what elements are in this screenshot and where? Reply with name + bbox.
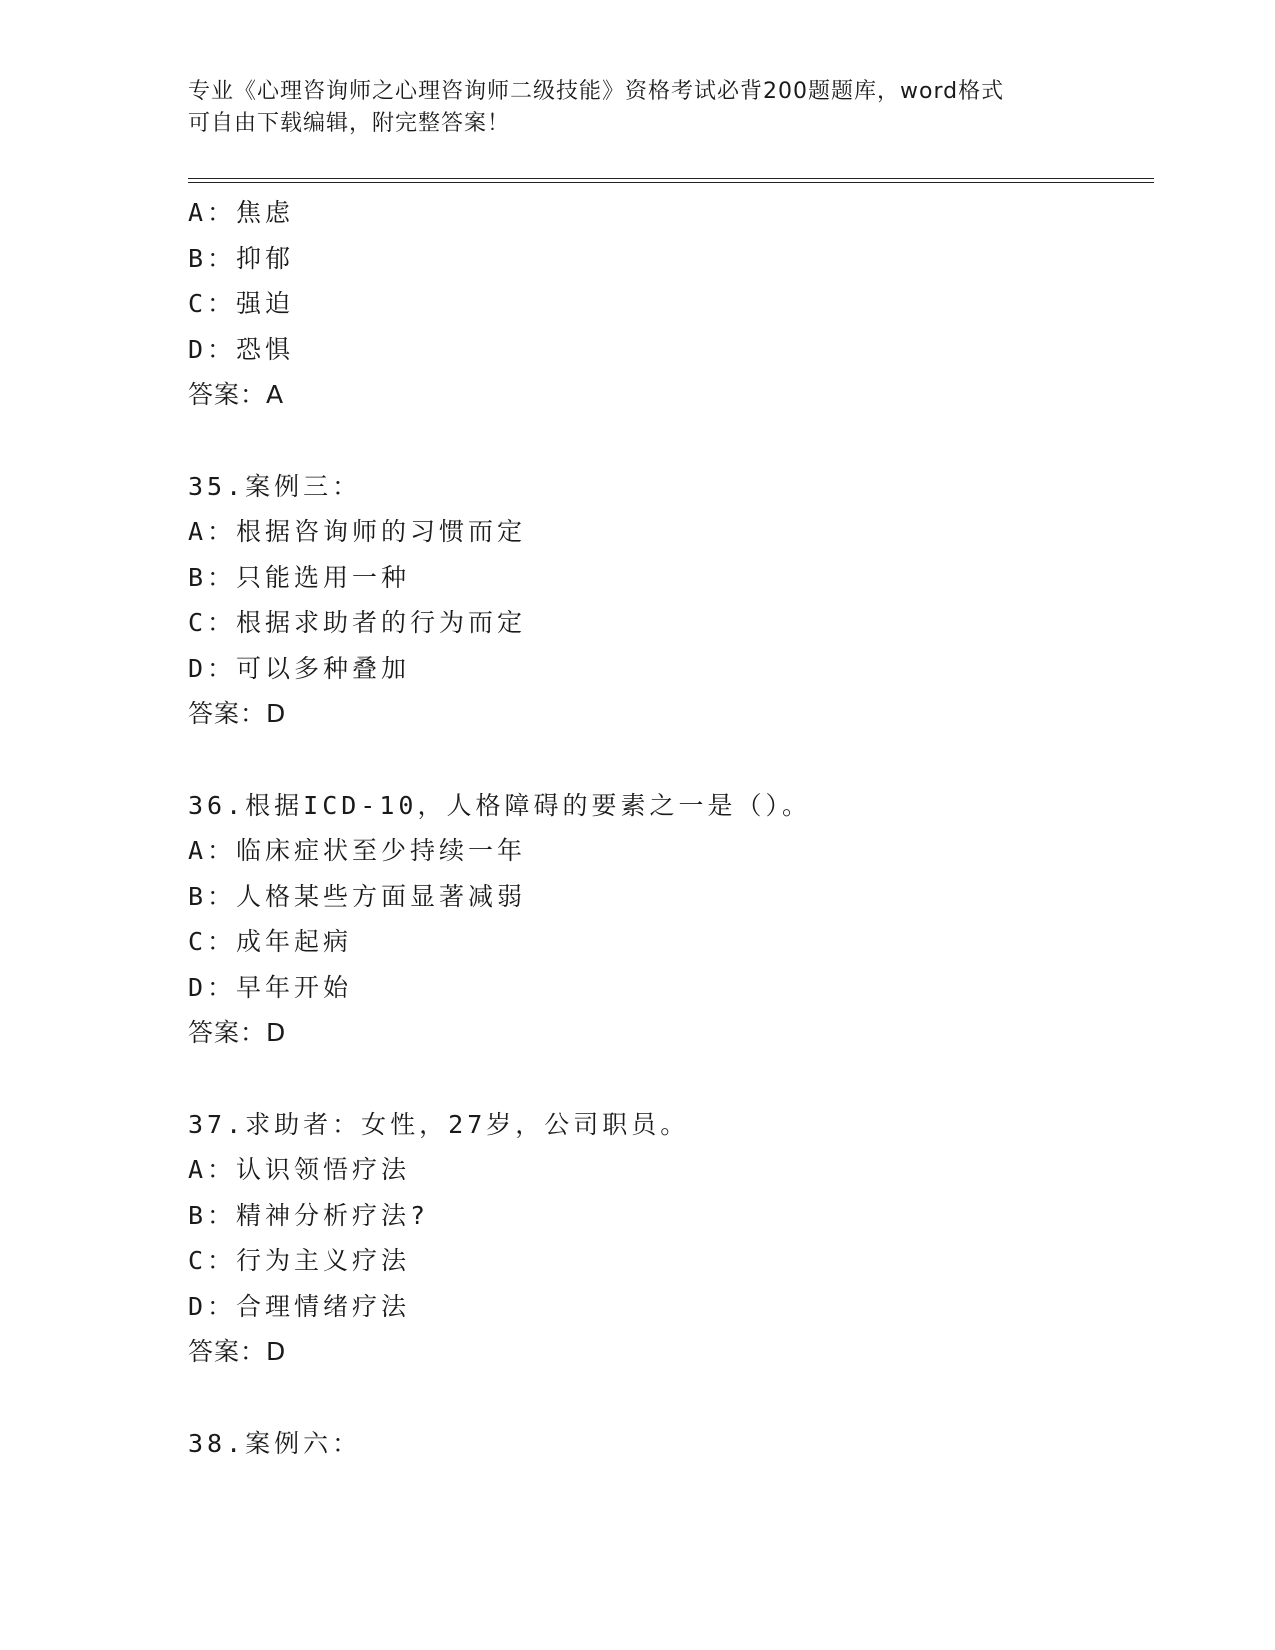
question-stem: 36.根据ICD-10，人格障碍的要素之一是（）。 xyxy=(188,790,811,820)
answer-line: 答案：D xyxy=(188,1018,287,1047)
option-a: A：临床症状至少持续一年 xyxy=(188,836,527,865)
document-header xyxy=(188,76,1088,140)
option-c: C：根据求助者的行为而定 xyxy=(188,608,527,637)
option-b: B：只能选用一种 xyxy=(188,562,411,592)
question-block xyxy=(188,1421,1154,1467)
option-b: B：抑郁 xyxy=(188,243,295,273)
block-spacer xyxy=(188,1375,1154,1421)
option-b: B：人格某些方面显著减弱 xyxy=(188,881,527,911)
header-divider-bottom xyxy=(188,182,1154,183)
option-d: D：早年开始 xyxy=(188,972,353,1002)
block-spacer xyxy=(188,418,1154,464)
answer-line: 答案：D xyxy=(188,1337,287,1366)
question-block xyxy=(188,464,1154,737)
option-a: A：焦虑 xyxy=(188,198,295,227)
option-d: D：可以多种叠加 xyxy=(188,653,411,683)
option-c: C：成年起病 xyxy=(188,927,353,956)
option-c: C：强迫 xyxy=(188,289,295,318)
option-c: C：行为主义疗法 xyxy=(188,1246,411,1275)
option-d: D：合理情绪疗法 xyxy=(188,1291,411,1321)
header-line-1: 专业《心理咨询师之心理咨询师二级技能》资格考试必背200题题库，word格式 xyxy=(188,79,1005,104)
block-spacer xyxy=(188,1056,1154,1102)
question-list xyxy=(188,190,1154,1466)
option-a: A：认识领悟疗法 xyxy=(188,1155,411,1184)
question-block xyxy=(188,783,1154,1056)
answer-line: 答案：A xyxy=(188,380,285,409)
option-b: B：精神分析疗法? xyxy=(188,1200,430,1230)
option-a: A：根据咨询师的习惯而定 xyxy=(188,517,527,546)
header-line-2: 可自由下载编辑，附完整答案！ xyxy=(188,111,511,136)
question-block xyxy=(188,1102,1154,1375)
question-block xyxy=(188,190,1154,418)
option-d: D：恐惧 xyxy=(188,334,295,364)
answer-line: 答案：D xyxy=(188,699,287,728)
question-stem: 35.案例三： xyxy=(188,471,362,501)
block-spacer xyxy=(188,737,1154,783)
question-stem: 38.案例六： xyxy=(188,1428,362,1458)
header-divider-top xyxy=(188,178,1154,179)
question-stem: 37.求助者：女性，27岁，公司职员。 xyxy=(188,1109,690,1139)
